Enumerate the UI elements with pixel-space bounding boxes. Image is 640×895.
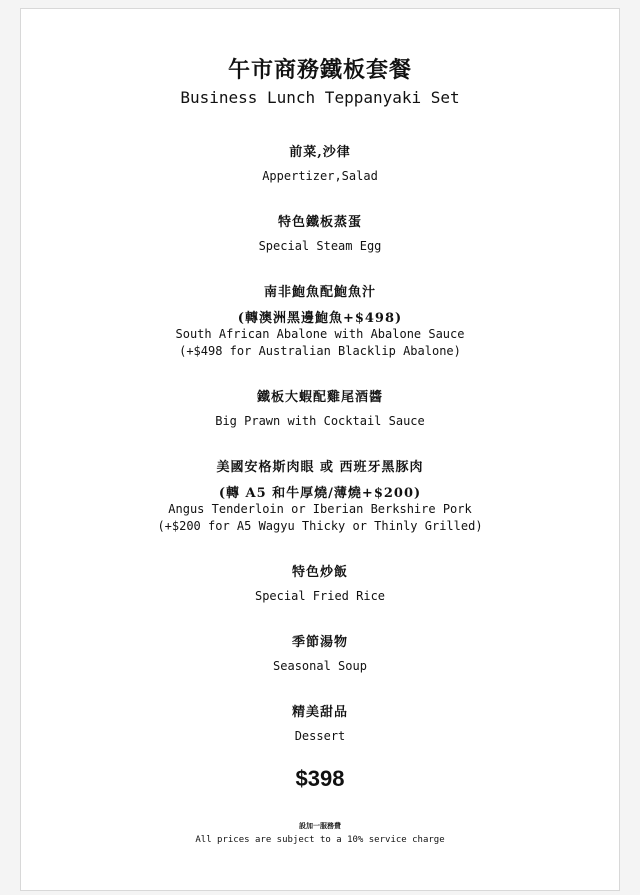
course-3-upgrade-english: (+$498 for Australian Blacklip Abalone) xyxy=(179,344,461,358)
course-1-english: Appertizer,Salad xyxy=(262,169,378,183)
menu-title-english: Business Lunch Teppanyaki Set xyxy=(180,88,460,107)
course-4-english: Big Prawn with Cocktail Sauce xyxy=(215,414,425,428)
course-7-english: Seasonal Soup xyxy=(273,659,367,673)
course-3-upgrade-chinese: (轉澳洲黑邊鮑魚+$498) xyxy=(237,311,403,326)
course-3-english: South African Abalone with Abalone Sauce xyxy=(175,327,465,341)
course-6-english: Special Fried Rice xyxy=(254,589,386,603)
set-price: $398 xyxy=(295,766,345,791)
course-4-chinese: 鐵板大蝦配雞尾酒醬 xyxy=(256,390,383,405)
menu-title-chinese: 午市商務鐵板套餐 xyxy=(227,57,412,83)
course-1-chinese: 前菜,沙律 xyxy=(289,145,351,160)
course-8-chinese: 精美甜品 xyxy=(291,705,348,720)
menu-page xyxy=(20,8,620,891)
course-2-chinese: 特色鐵板蒸蛋 xyxy=(277,215,362,230)
course-6-chinese: 特色炒飯 xyxy=(291,565,348,580)
course-8-english: Dessert xyxy=(294,729,346,743)
course-5-upgrade-chinese: (轉 A5 和牛厚燒/薄燒+$200) xyxy=(218,486,422,501)
course-7-chinese: 季節湯物 xyxy=(291,635,348,650)
course-2-english: Special Steam Egg xyxy=(258,239,382,253)
service-charge-chinese: 設加一服務費 xyxy=(299,821,341,830)
course-5-english: Angus Tenderloin or Iberian Berkshire Pork xyxy=(168,502,472,516)
course-3-chinese: 南非鮑魚配鮑魚汁 xyxy=(263,285,376,300)
course-5-upgrade-english: (+$200 for A5 Wagyu Thicky or Thinly Grilled) xyxy=(157,519,483,533)
course-5-chinese: 美國安格斯肉眼 或 西班牙黑豚肉 xyxy=(216,460,424,475)
service-charge-english: All prices are subject to a 10% service charge xyxy=(195,835,445,845)
